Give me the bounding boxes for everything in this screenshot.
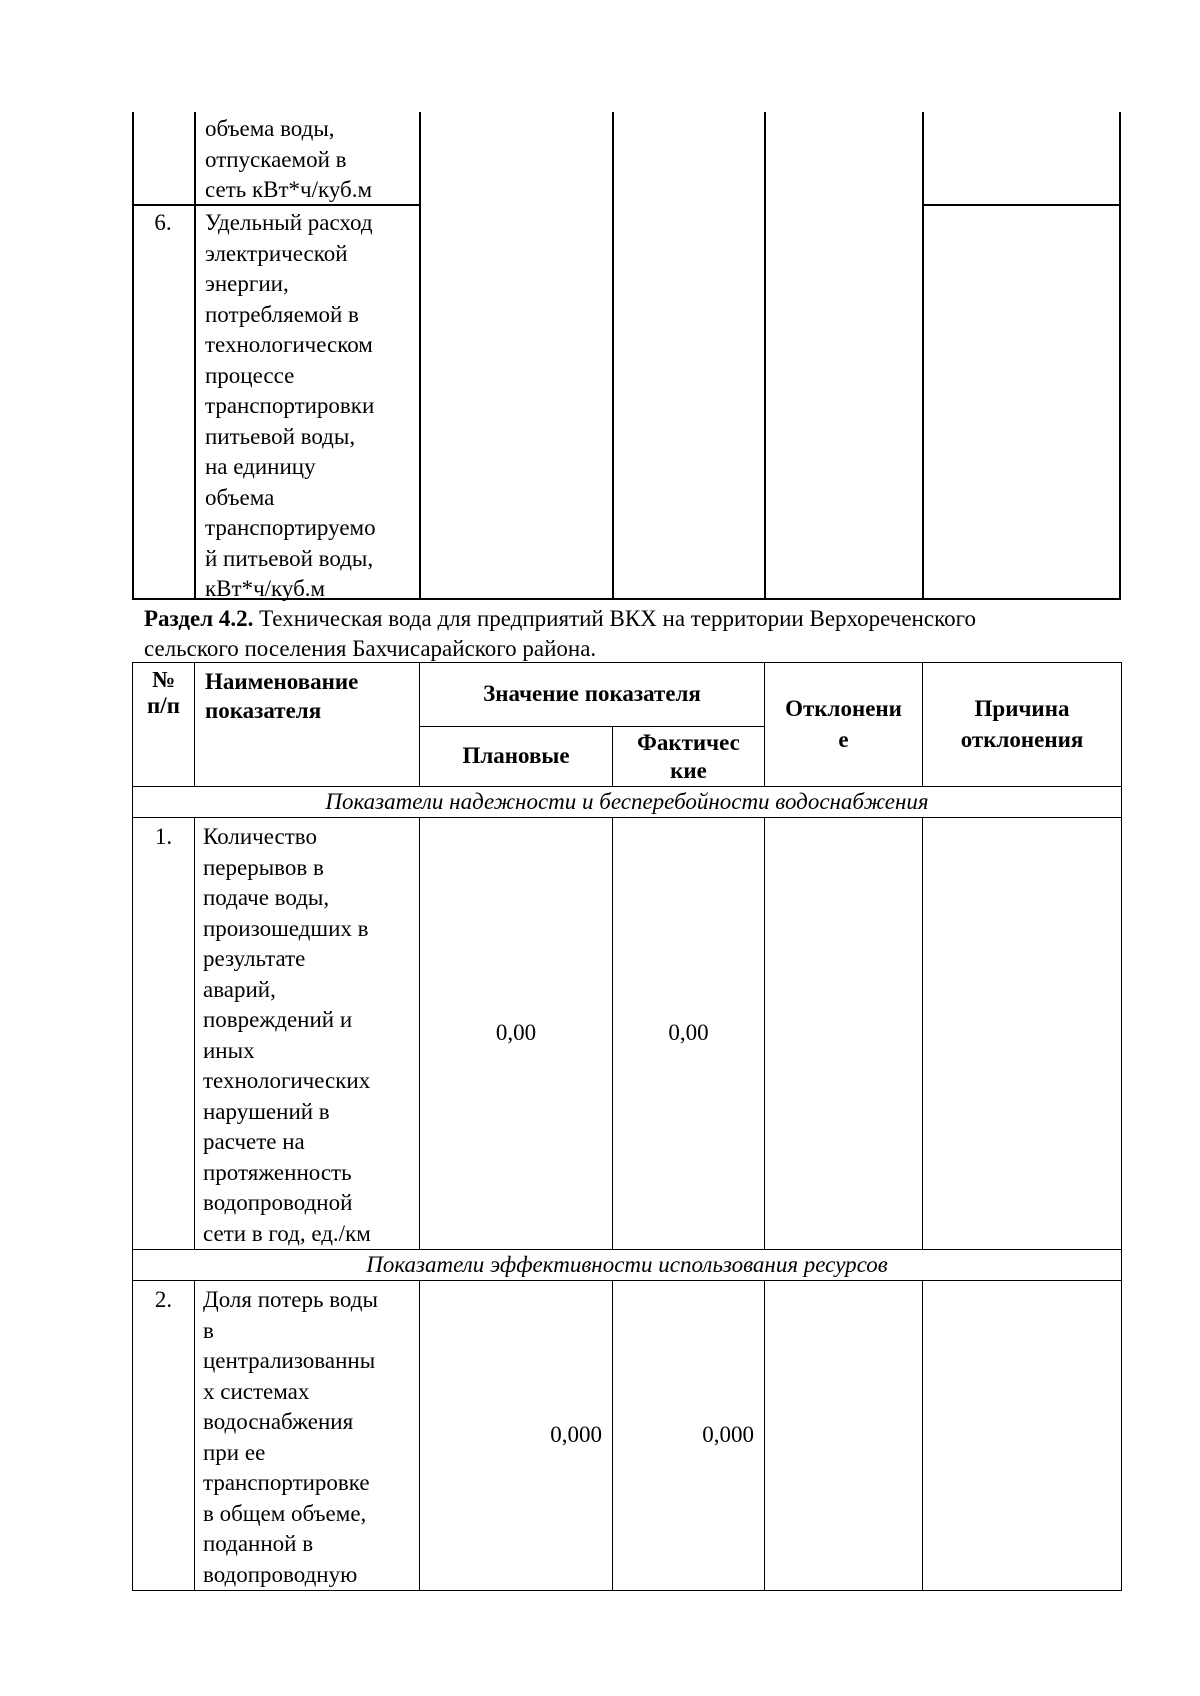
header-actual <box>613 727 765 787</box>
text-line: объема воды, <box>205 116 335 141</box>
section-caption <box>144 604 1124 664</box>
text-line: централизованны <box>203 1348 376 1373</box>
table-row <box>133 1281 1122 1591</box>
text-line: поданной в <box>203 1531 314 1556</box>
text-line: Фактичес <box>637 729 740 755</box>
text-line: питьевой воды, <box>205 423 356 449</box>
text-line: нарушений в <box>203 1098 330 1124</box>
text-line: транспортировке <box>203 1470 370 1495</box>
table-row <box>133 818 1122 1250</box>
text-line: Количество <box>203 824 317 849</box>
text-line: расчете на <box>203 1129 305 1154</box>
text-line: отпускаемой в <box>205 146 347 172</box>
section-row <box>133 1250 1122 1281</box>
reason-value <box>923 1281 1122 1591</box>
text-line: электрической <box>205 240 348 266</box>
text-line: водопроводную <box>203 1561 358 1587</box>
text-line: технологическом <box>205 332 373 357</box>
text-line: потребляемой в <box>205 301 359 327</box>
text-line: аварий, <box>203 976 276 1002</box>
text-line: кВт*ч/куб.м <box>205 576 326 601</box>
text-line: отклонения <box>960 726 1084 752</box>
text-line: Удельный расход <box>205 210 373 235</box>
row-number: 1. <box>133 818 195 1250</box>
planned-value: 0,00 <box>420 818 613 1250</box>
text-line: кие <box>670 757 707 783</box>
header-deviation <box>765 663 923 787</box>
row-number: 2. <box>133 1281 195 1591</box>
actual-value: 0,000 <box>613 1281 765 1591</box>
text-line: объема <box>205 484 275 510</box>
header-value-group: Значение показателя <box>420 663 765 727</box>
indicators-table <box>132 662 1122 1591</box>
text-line: водоснабжения <box>203 1409 354 1434</box>
text-line: транспортировки <box>205 393 375 418</box>
text-line: Отклонени <box>785 696 902 721</box>
text-line: показателя <box>205 698 322 723</box>
text-line: е <box>838 726 849 752</box>
section-title: Показатели надежности и бесперебойности водоснабжения <box>133 787 1122 818</box>
text-line: энергии, <box>205 271 289 296</box>
text-line: Наименование <box>205 669 359 694</box>
text-line: й питьевой воды, <box>205 545 374 571</box>
text-line: Доля потерь воды <box>203 1287 378 1312</box>
text-line: иных <box>203 1037 255 1063</box>
text-line: протяженность <box>203 1159 352 1185</box>
text-line: процессе <box>205 362 295 388</box>
continuation-table <box>132 112 1121 600</box>
text-line: в <box>203 1317 214 1343</box>
text-line: подаче воды, <box>203 885 330 910</box>
text-line: водопроводной <box>203 1190 353 1215</box>
text-line: транспортируемо <box>205 515 376 540</box>
row-name <box>195 818 420 1250</box>
text-line: повреждений и <box>203 1007 353 1032</box>
text-line: в общем объеме, <box>203 1500 367 1526</box>
header-reason <box>923 663 1122 787</box>
text-line: произошедших в <box>203 915 369 941</box>
header-planned: Плановые <box>420 727 613 787</box>
deviation-value <box>765 818 923 1250</box>
caption-text-line2: сельского поселения Бахчисарайского района. <box>144 636 597 661</box>
text-line: технологических <box>203 1068 371 1093</box>
header-row <box>133 663 1122 727</box>
text-line: сеть кВт*ч/куб.м <box>205 177 373 202</box>
text-line: х системах <box>203 1378 310 1404</box>
reason-value <box>923 818 1122 1250</box>
row6-name <box>205 208 417 605</box>
text-line: перерывов в <box>203 854 324 880</box>
text-line: Причина <box>974 696 1070 721</box>
text-line: при ее <box>203 1439 266 1465</box>
row6-number: 6. <box>154 210 172 235</box>
header-num <box>133 663 195 787</box>
row5-name-tail <box>205 114 417 206</box>
text-line: на единицу <box>205 454 316 479</box>
row-name <box>195 1281 420 1591</box>
section-row <box>133 787 1122 818</box>
text-line: п/п <box>147 693 180 718</box>
planned-value: 0,000 <box>420 1281 613 1591</box>
deviation-value <box>765 1281 923 1591</box>
caption-text-line1: Техническая вода для предприятий ВКХ на территории Верхореченского <box>253 606 976 631</box>
section-title: Показатели эффективности использования ресурсов <box>133 1250 1122 1281</box>
text-line: результате <box>203 946 306 971</box>
text-line: № <box>151 667 176 692</box>
text-line: сети в год, ед./км <box>203 1220 371 1246</box>
caption-bold: Раздел 4.2. <box>144 606 254 631</box>
header-name <box>195 663 420 787</box>
actual-value: 0,00 <box>613 818 765 1250</box>
